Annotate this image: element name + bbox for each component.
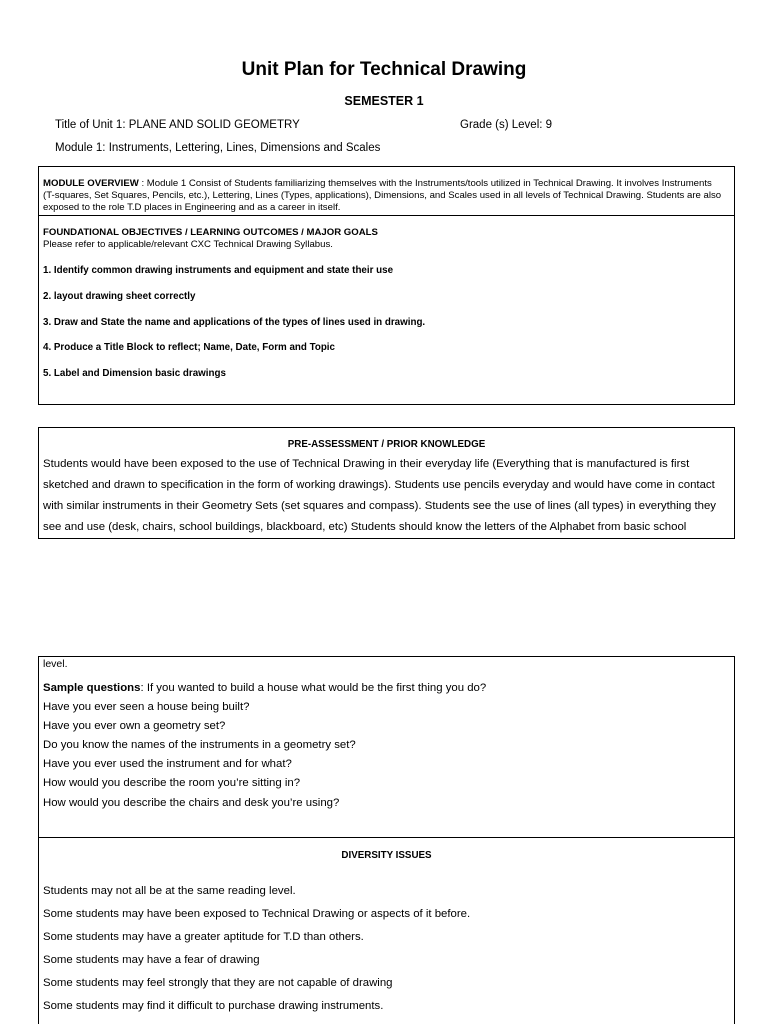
module-title: Module 1: Instruments, Lettering, Lines, Dimensions and Scales bbox=[55, 142, 381, 154]
diversity-item: Some students may find it difficult to purchase drawing instruments. bbox=[43, 1000, 384, 1012]
divider bbox=[39, 215, 734, 216]
sample-question: How would you describe the room you’re sitting in? bbox=[43, 777, 301, 789]
page-title: Unit Plan for Technical Drawing bbox=[241, 59, 527, 80]
overview-objectives-box bbox=[38, 166, 735, 405]
objectives-note: Please refer to applicable/relevant CXC Technical Drawing Syllabus. bbox=[43, 239, 333, 250]
objective-item: 5. Label and Dimension basic drawings bbox=[43, 368, 226, 379]
divider bbox=[39, 837, 734, 838]
pre-assessment-heading: PRE-ASSESSMENT / PRIOR KNOWLEDGE bbox=[287, 439, 486, 450]
sample-question: Do you know the names of the instruments in a geometry set? bbox=[43, 739, 356, 751]
sample-questions-label: Sample questions bbox=[43, 682, 141, 694]
semester-heading: SEMESTER 1 bbox=[344, 94, 424, 108]
questions-diversity-box bbox=[38, 656, 735, 1024]
diversity-item: Some students may have a greater aptitude for T.D than others. bbox=[43, 931, 364, 943]
sample-question-text: : If you wanted to build a house what would be the first thing you do? bbox=[140, 682, 487, 694]
objective-item: 3. Draw and State the name and applications of the types of lines used in drawing. bbox=[43, 317, 426, 328]
unit-title: Title of Unit 1: PLANE AND SOLID GEOMETRY bbox=[55, 119, 300, 131]
objectives-heading: FOUNDATIONAL OBJECTIVES / LEARNING OUTCOMES / MAJOR GOALS bbox=[43, 227, 378, 238]
sample-question bbox=[43, 682, 486, 694]
sample-question: Have you ever own a geometry set? bbox=[43, 720, 226, 732]
diversity-heading: DIVERSITY ISSUES bbox=[341, 850, 432, 861]
grade-level: Grade (s) Level: 9 bbox=[460, 119, 553, 131]
objective-item: 4. Produce a Title Block to reflect; Name, Date, Form and Topic bbox=[43, 342, 335, 353]
diversity-item: Some students may have a fear of drawing bbox=[43, 954, 260, 966]
objective-item: 2. layout drawing sheet correctly bbox=[43, 291, 196, 302]
diversity-item: Students may not all be at the same reading level. bbox=[43, 885, 296, 897]
pre-assessment-text: Students would have been exposed to the use of Technical Drawing in their everyday life (Everything that is manufactured is first sketched and drawn to specification in the form of working drawings). Students use pencils everyday and would have come in contact with similar instruments in their Geometry Sets (set squares and compass). Students see the use of lines (all types) in everything they see and use (desk, chairs, school buildings, blackboard, etc) Students should know the letters of the Alphabet from basic school bbox=[43, 458, 716, 533]
sample-question: Have you ever used the instrument and for what? bbox=[43, 758, 292, 770]
module-overview bbox=[39, 178, 734, 214]
module-overview-label: MODULE OVERVIEW bbox=[43, 178, 139, 189]
pre-assessment-continued: level. bbox=[43, 658, 68, 670]
pre-assessment-box bbox=[38, 427, 735, 539]
objective-item: 1. Identify common drawing instruments and equipment and state their use bbox=[43, 265, 394, 276]
module-overview-text: : Module 1 Consist of Students familiarizing themselves with the Instruments/tools utilized in Technical Drawing. It involves Instruments (T-squares, Set Squares, Pencils, etc.), Lettering, Lines (Types, applications), Dimensions, and Scales used in all levels of Technical Drawing. Students are also exposed to the role T.D places in Engineering and as a career in itself. bbox=[43, 178, 722, 213]
sample-question: Have you ever seen a house being built? bbox=[43, 701, 250, 713]
diversity-item: Some students may feel strongly that they are not capable of drawing bbox=[43, 977, 393, 989]
sample-question: How would you describe the chairs and desk you’re using? bbox=[43, 797, 340, 809]
diversity-item: Some students may have been exposed to Technical Drawing or aspects of it before. bbox=[43, 908, 471, 920]
